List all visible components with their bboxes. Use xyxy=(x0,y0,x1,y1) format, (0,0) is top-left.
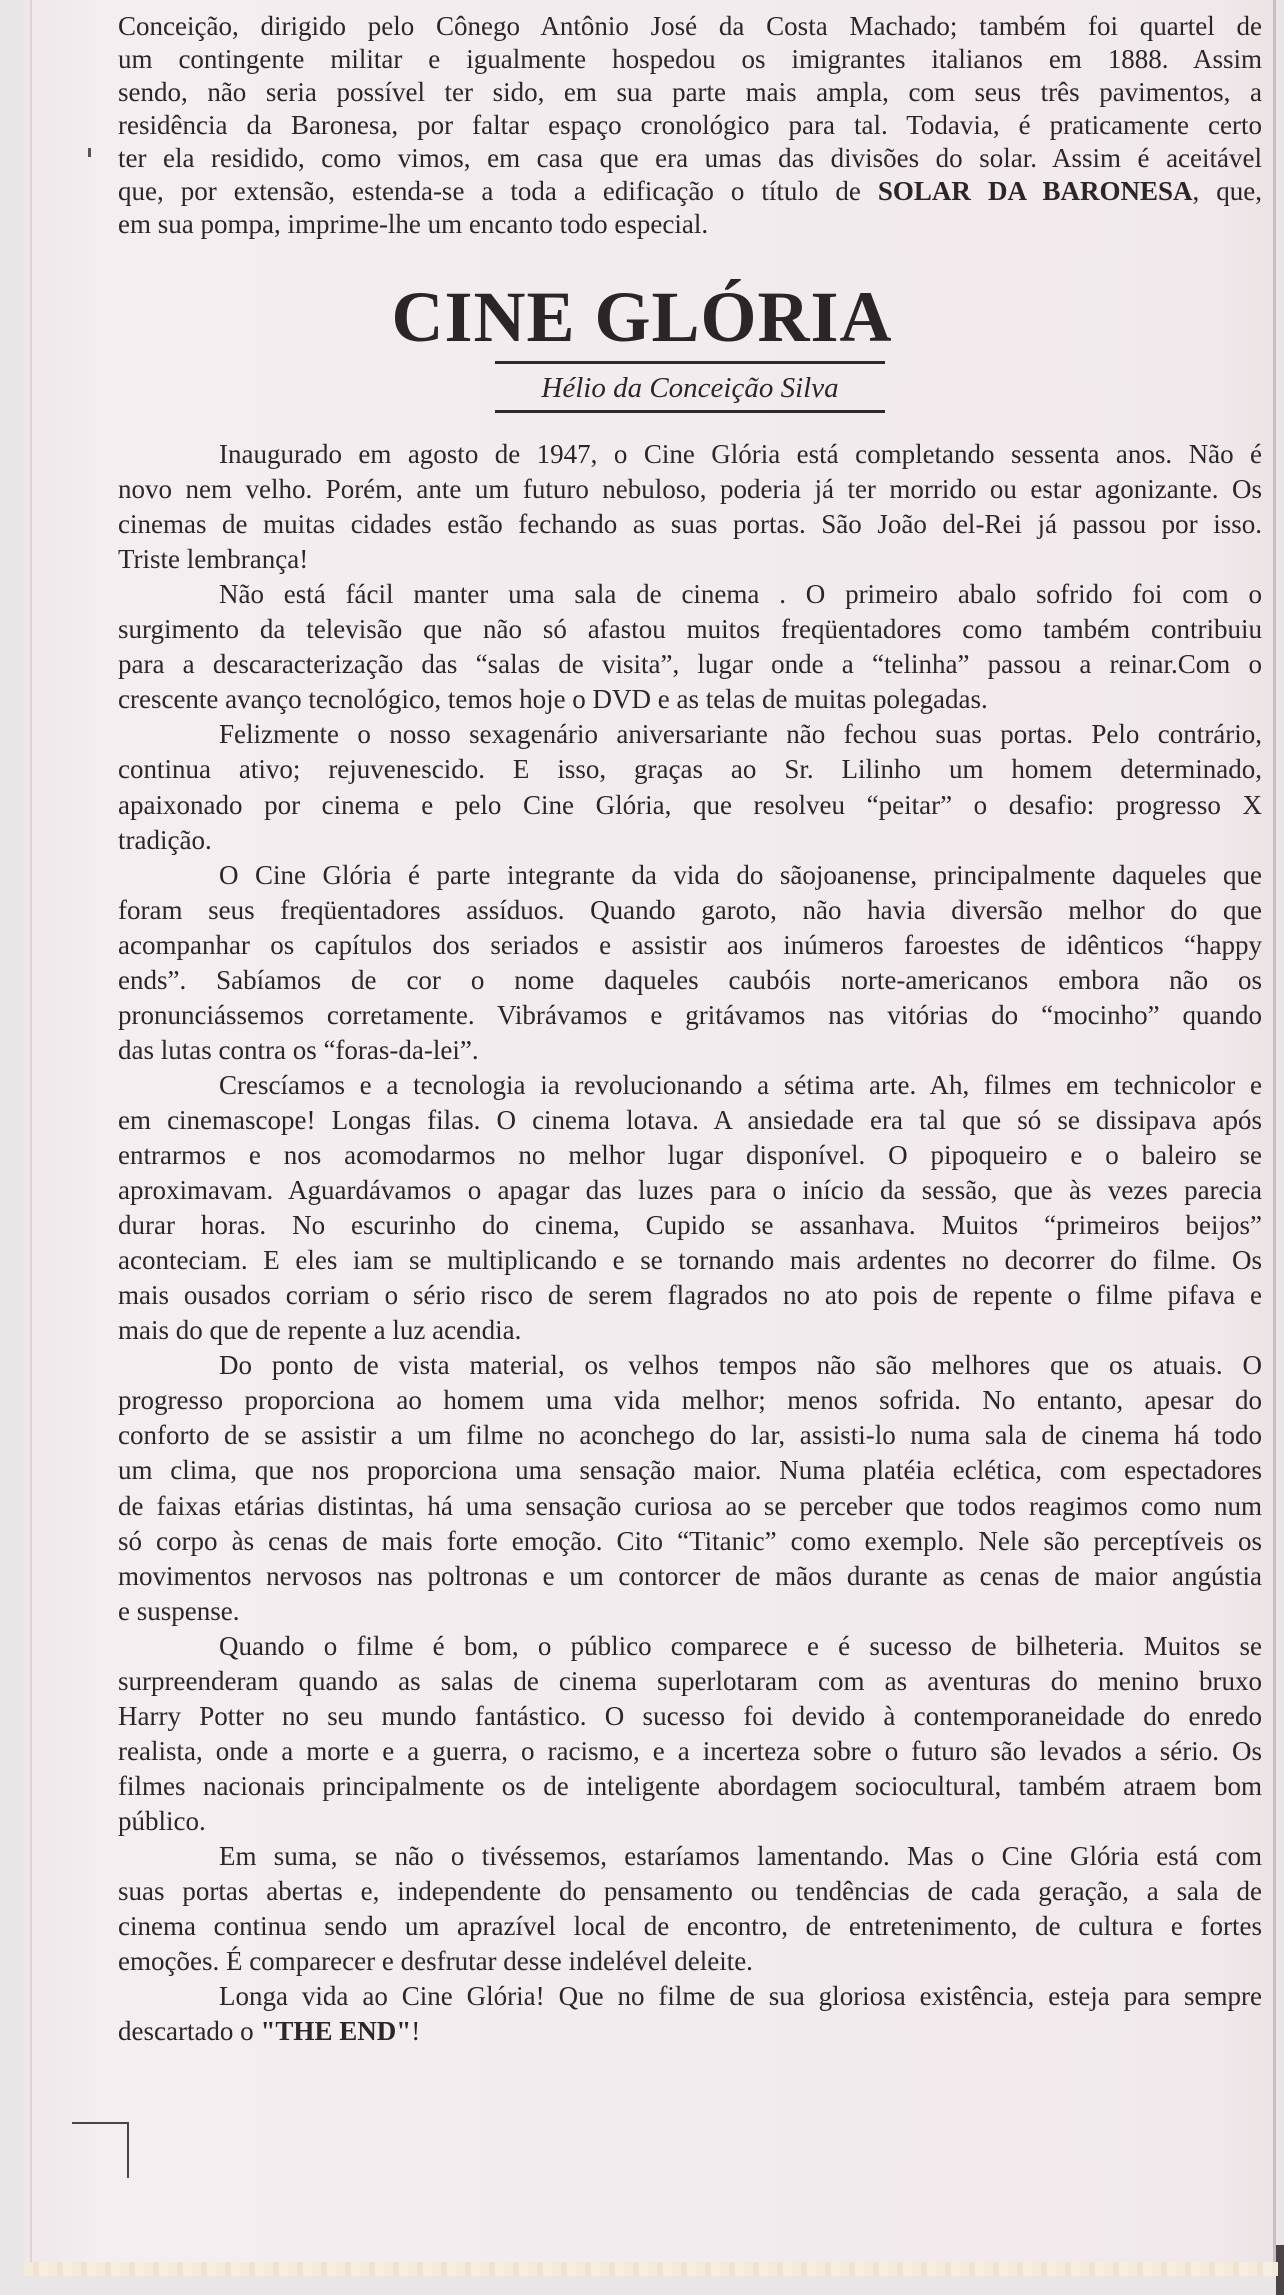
text-line: conforto de se assistir a um filme no aconchego do lar, assisti-lo numa sala de cinema há todo xyxy=(118,1420,1262,1451)
text-line: Conceição, dirigido pelo Cônego Antônio José da Costa Machado; também foi quartel de xyxy=(118,11,1262,41)
text-line: surgimento da televisão que não só afastou muitos freqüentadores como também contribuiu xyxy=(118,614,1262,645)
text-line: Inaugurado em agosto de 1947, o Cine Glória está completando sessenta anos. Não é xyxy=(219,439,1262,469)
text-line: continua ativo; rejuvenescido. E isso, graças ao Sr. Lilinho um homem determinado, xyxy=(118,754,1262,785)
text-line: e suspense. xyxy=(118,1595,240,1626)
text-line: ter ela residido, como vimos, em casa que era umas das divisões do solar. Assim é aceitável xyxy=(118,143,1262,173)
text-line: mais do que de repente a luz acendia. xyxy=(118,1315,522,1346)
text-line: mais ousados corriam o sério risco de serem flagrados no ato pois de repente o filme pifava e xyxy=(118,1280,1262,1311)
text-line: Triste lembrança! xyxy=(118,544,309,575)
text-line: um contingente militar e igualmente hospedou os imigrantes italianos em 1888. Assim xyxy=(118,44,1262,74)
text-line: só corpo às cenas de mais forte emoção. Cito “Titanic” como exemplo. Nele são perceptíveis os xyxy=(118,1525,1262,1556)
text-line: durar horas. No escurinho do cinema, Cupido se assanhava. Muitos “primeiros beijos” xyxy=(118,1210,1262,1241)
corner-mark-horizontal xyxy=(72,2122,128,2124)
text-line: cinemas de muitas cidades estão fechando as suas portas. São João del-Rei já passou por isso. xyxy=(118,509,1262,540)
text-line: das lutas contra os “foras-da-lei”. xyxy=(118,1034,479,1065)
text-line: entrarmos e nos acomodarmos no melhor lugar disponível. O pipoqueiro e o baleiro se xyxy=(118,1140,1262,1170)
article-author: Hélio da Conceição Silva xyxy=(541,372,839,404)
text-line: em cinemascope! Longas filas. O cinema lotava. A ansiedade era tal que só se dissipava após xyxy=(118,1104,1262,1135)
text-line: novo nem velho. Porém, ante um futuro nebuloso, poderia já ter morrido ou estar agonizante. Os xyxy=(118,474,1262,505)
text-segment: ! xyxy=(411,2016,421,2047)
paper-fold-line xyxy=(30,0,32,2270)
bold-term: "THE END" xyxy=(260,2016,412,2047)
text-segment: que, por extensão, estenda-se a toda a edificação o título de xyxy=(118,176,878,206)
text-line: crescente avanço tecnológico, temos hoje o DVD e as telas de muitas polegadas. xyxy=(118,684,988,715)
text-line: de faixas etárias distintas, há uma sensação curiosa ao se perceber que todos reagimos como num xyxy=(118,1490,1262,1521)
title-rule-top xyxy=(495,361,885,364)
text-line: um clima, que nos proporciona uma sensação maior. Numa platéia eclética, com espectadores xyxy=(118,1455,1262,1486)
text-line: realista, onde a morte e a guerra, o racismo, e a incerteza sobre o futuro são levados a sério. Os xyxy=(118,1735,1262,1766)
text-line: Em suma, se não o tivéssemos, estaríamos lamentando. Mas o Cine Glória está com xyxy=(219,1841,1262,1871)
text-line: Não está fácil manter uma sala de cinema . O primeiro abalo sofrido foi com o xyxy=(219,579,1262,610)
text-line xyxy=(118,2014,1262,2049)
text-line: público. xyxy=(118,1805,206,1836)
text-line: surpreenderam quando as salas de cinema superlotaram com as aventuras do menino bruxo xyxy=(118,1665,1262,1696)
text-line: aproximavam. Aguardávamos o apagar das luzes para o início da sessão, que às vezes parecia xyxy=(118,1175,1262,1206)
text-line: Felizmente o nosso sexagenário aniversariante não fechou suas portas. Pelo contrário, xyxy=(219,719,1262,750)
text-line: foram seus freqüentadores assíduos. Quando garoto, não havia diversão melhor do que xyxy=(118,894,1262,925)
text-line xyxy=(118,175,1262,208)
text-line: Quando o filme é bom, o público comparece e é sucesso de bilheteria. Muitos se xyxy=(219,1630,1262,1661)
text-line: sendo, não seria possível ter sido, em sua parte mais ampla, com seus três pavimentos, a xyxy=(118,77,1262,107)
text-line: movimentos nervosos nas poltronas e um contorcer de mãos durante as cenas de maior angústia xyxy=(118,1560,1262,1591)
text-line: Crescíamos e a tecnologia ia revolucionando a sétima arte. Ah, filmes em technicolor e xyxy=(219,1069,1262,1100)
text-segment: , que, xyxy=(1192,176,1262,206)
text-line: cinema continua sendo um aprazível local de encontro, de entretenimento, de cultura e fortes xyxy=(118,1911,1262,1942)
text-line: emoções. É comparecer e desfrutar desse indelével deleite. xyxy=(118,1946,753,1977)
text-line: Do ponto de vista material, os velhos tempos não são melhores que os atuais. O xyxy=(219,1350,1262,1381)
text-line: Harry Potter no seu mundo fantástico. O sucesso foi devido à contemporaneidade do enredo xyxy=(118,1700,1262,1731)
text-line: tradição. xyxy=(118,824,212,855)
right-border-rule xyxy=(1273,0,1276,2262)
corner-mark-vertical xyxy=(127,2122,129,2178)
text-line: filmes nacionais principalmente os de inteligente abordagem sociocultural, também atraem bom xyxy=(118,1770,1262,1801)
text-line: pronunciássemos corretamente. Vibrávamos e gritávamos nas vitórias do “mocinho” quando xyxy=(118,999,1262,1030)
paper-bottom-edge xyxy=(24,2262,1278,2276)
text-line: para a descaracterização das “salas de visita”, lugar onde a “telinha” passou a reinar.Com o xyxy=(118,649,1262,680)
text-line: apaixonado por cinema e pelo Cine Glória, que resolveu “peitar” o desafio: progresso X xyxy=(118,789,1262,820)
text-line: Longa vida ao Cine Glória! Que no filme de sua gloriosa existência, esteja para sempre xyxy=(219,1981,1262,2012)
text-line: acompanhar os capítulos dos seriados e assistir aos inúmeros faroestes de idênticos “happy xyxy=(118,929,1262,960)
text-line: ends”. Sabíamos de cor o nome daqueles caubóis norte-americanos embora não os xyxy=(118,964,1262,995)
text-line: suas portas abertas e, independente do pensamento ou tendências de cada geração, a sala de xyxy=(118,1876,1262,1907)
text-line: O Cine Glória é parte integrante da vida do sãojoanense, principalmente daqueles que xyxy=(219,859,1262,890)
text-line: aconteciam. E eles iam se multiplicando e se tornando mais ardentes no decorrer do filme. Os xyxy=(118,1245,1262,1276)
text-line: em sua pompa, imprime-lhe um encanto todo especial. xyxy=(118,209,709,239)
text-line: progresso proporciona ao homem uma vida melhor; menos sofrida. No entanto, apesar do xyxy=(118,1385,1262,1416)
margin-mark xyxy=(88,148,91,157)
article-title: CINE GLÓRIA xyxy=(391,277,893,357)
text-segment: descartado o xyxy=(118,2016,261,2047)
text-line: residência da Baronesa, por faltar espaço cronológico para tal. Todavia, é praticamente certo xyxy=(118,110,1262,140)
title-rule-bottom xyxy=(495,410,885,413)
bold-term: SOLAR DA BARONESA xyxy=(877,176,1193,206)
